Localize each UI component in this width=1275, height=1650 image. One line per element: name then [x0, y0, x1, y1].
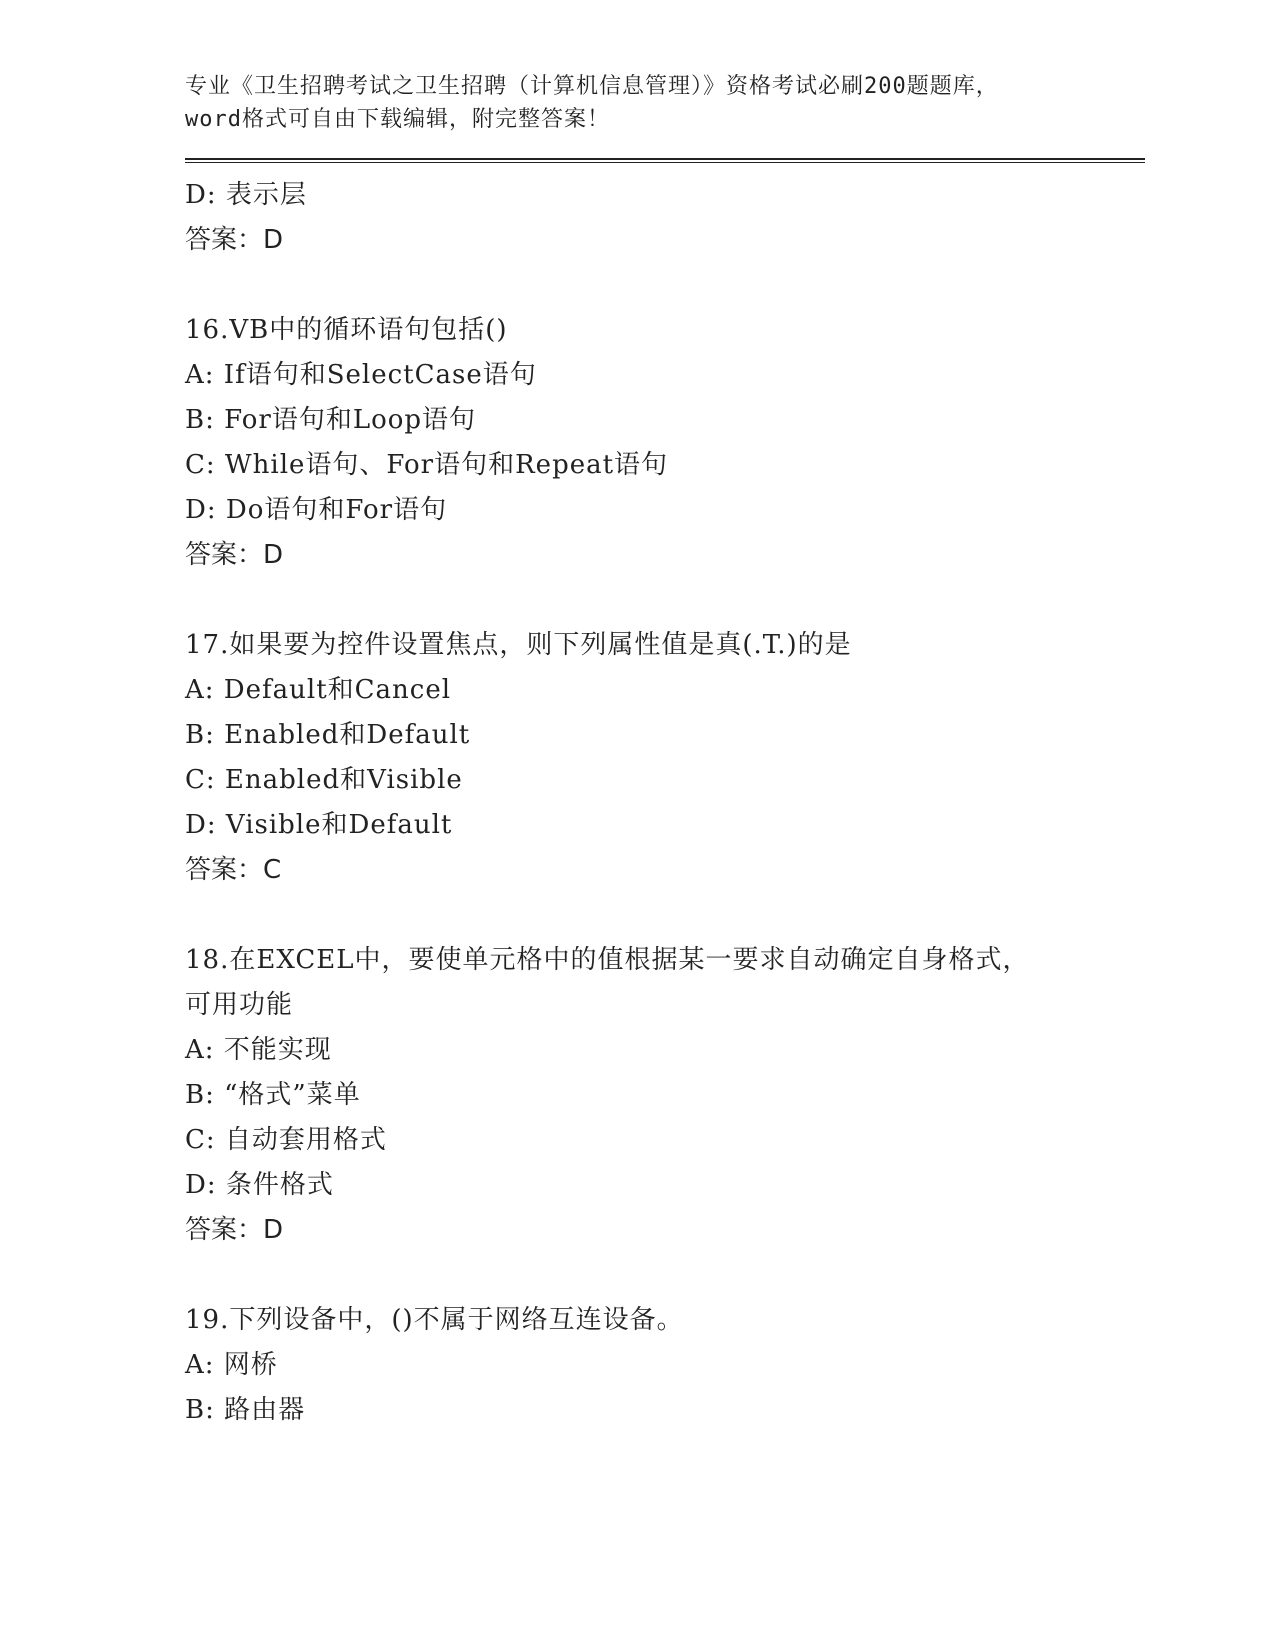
document-page	[185, 70, 1145, 1433]
option-a: A: If语句和SelectCase语句	[185, 360, 537, 390]
option-c: C: 自动套用格式	[185, 1125, 387, 1155]
option-d: D: Visible和Default	[185, 810, 453, 840]
header-title-line2: word格式可自由下载编辑，附完整答案！	[185, 107, 610, 132]
option-d: D: 表示层	[185, 180, 307, 210]
question-19	[185, 1298, 1145, 1433]
question-16	[185, 308, 1145, 578]
spacer	[185, 578, 1145, 623]
answer-line: 答案：D	[185, 225, 284, 255]
option-b: B: Enabled和Default	[185, 720, 471, 750]
answer-line: 答案：D	[185, 1215, 284, 1245]
question-18	[185, 938, 1145, 1253]
document-body	[185, 173, 1145, 1433]
question-text-line2: 可用功能	[185, 990, 294, 1020]
option-b: B: “格式”菜单	[185, 1080, 361, 1110]
question-text: 17.如果要为控件设置焦点，则下列属性值是真(.T.)的是	[185, 630, 852, 660]
question-text: 16.VB中的循环语句包括()	[185, 315, 508, 345]
answer-line: 答案：D	[185, 540, 284, 570]
header-title-line1: 专业《卫生招聘考试之卫生招聘（计算机信息管理）》资格考试必刷200题题库，	[185, 74, 999, 99]
option-c: C: Enabled和Visible	[185, 765, 463, 795]
option-d: D: Do语句和For语句	[185, 495, 448, 525]
option-a: A: 不能实现	[185, 1035, 332, 1065]
option-b: B: For语句和Loop语句	[185, 405, 477, 435]
option-c: C: While语句、For语句和Repeat语句	[185, 450, 669, 480]
document-header	[185, 70, 1145, 136]
spacer	[185, 893, 1145, 938]
option-a: A: Default和Cancel	[185, 675, 452, 705]
header-divider	[185, 158, 1145, 163]
question-17	[185, 623, 1145, 893]
spacer	[185, 263, 1145, 308]
option-a: A: 网桥	[185, 1350, 278, 1380]
spacer	[185, 1253, 1145, 1298]
question-text-line1: 18.在EXCEL中，要使单元格中的值根据某一要求自动确定自身格式，	[185, 945, 1030, 975]
option-b: B: 路由器	[185, 1395, 306, 1425]
answer-line: 答案：C	[185, 855, 282, 885]
option-d: D: 条件格式	[185, 1170, 334, 1200]
question-text: 19.下列设备中，()不属于网络互连设备。	[185, 1305, 684, 1335]
